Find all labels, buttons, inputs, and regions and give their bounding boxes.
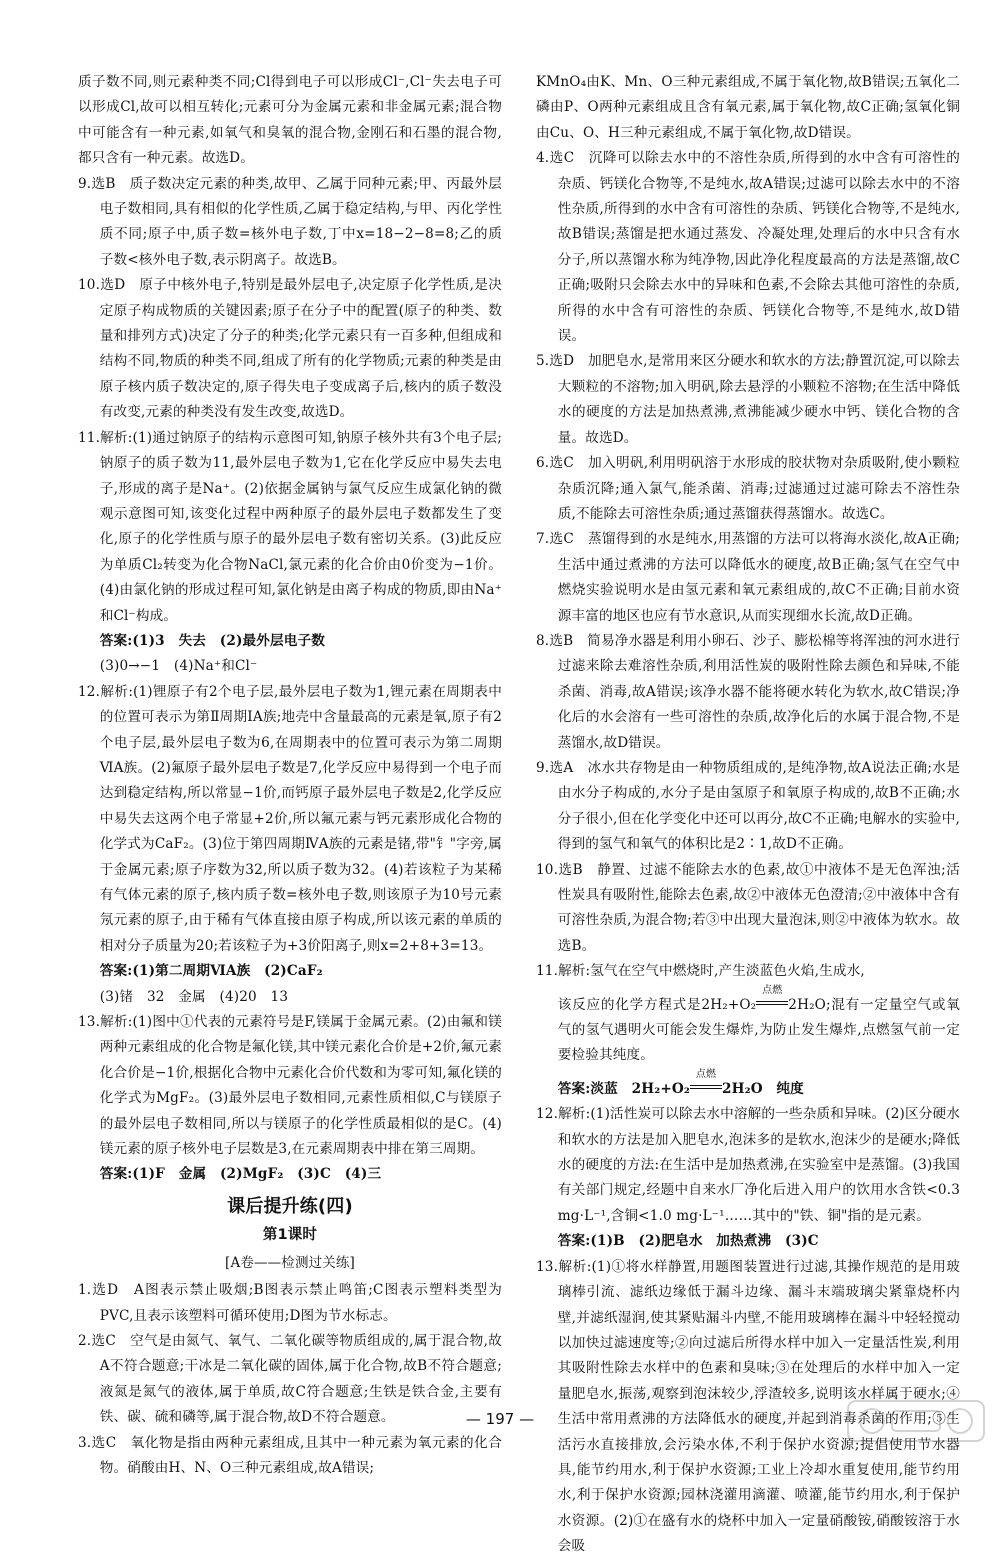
paragraph: KMnO₄由K、Mn、O三种元素组成,不属于氧化物,故B错误;五氧化二磷由P、O两种元素组成且含有氧元素,属于氧化物,故C正确;氢氧化铜由Cu、O、H三种元素组成,不属于氧化物,故D错误。	[536, 74, 960, 141]
answer-7: 7.选C 蒸馏得到的水是纯水,用蒸馏的方法可以将海水淡化,故A正确;生活中通过煮沸的方法可以降低水的硬度,故B正确;氢气在空气中燃烧实验说明水是由氢元素和氧元素组成的,故C不正确;目前水资源丰富的地区也应有节水意识,从而实现细水长流,故D正确。	[536, 531, 960, 624]
answer-11: 11.解析:氢气在空气中燃烧时,产生淡蓝色火焰,生成水,	[536, 963, 865, 980]
reaction-condition	[690, 1069, 722, 1093]
answer-3: 3.选C 氧化物是指由两种元素组成,且其中一种元素为氧元素的化合物。硝酸由H、N、O三种元素组成,故A错误;	[78, 1434, 502, 1476]
key-text: 2H₂O 纯度	[721, 1080, 804, 1097]
right-column	[536, 70, 960, 1560]
section-title: 课后提升练(四)	[227, 1195, 353, 1217]
answer-2: 2.选C 空气是由氮气、氧气、二氧化碳等物质组成的,属于混合物,故A不符合题意;干冰是二氧化碳的固体,属于化合物,故B不符合题意;液氮是氮气的液体,属于单质,故C符合题意;生铁是铁合金,主要有铁、碳、硫和磷等,属于混合物,故D不符合题意。	[78, 1332, 503, 1426]
answer-12-key-cont: (3)锗 32 金属 (4)20 13	[99, 988, 289, 1005]
watermark-logo	[846, 1399, 986, 1443]
answer-8: 8.选B 简易净水器是利用小卵石、沙子、膨松棉等将浑浊的河水进行过滤来除去难溶性杂质,利用活性炭的吸附性除去颜色和异味,不能杀菌、消毒,故A错误;该净水器不能将硬水转化为软水,故C错误;净化后的水会溶有一些可溶性的杂质,故净化后的水属于混合物,不是蒸馏水,故D错误。	[536, 632, 960, 751]
answer-12: 12.解析:(1)活性炭可以除去水中溶解的一些杂质和异味。(2)区分硬水和软水的方法是加入肥皂水,泡沫多的是软水,泡沫少的是硬水;降低水的硬度的方法:在生活中是加热煮沸,在实验室中是蒸馏。(3)我国有关部门规定,经题中自来水厂净化后进入用户的饮用水含铁<0.3 mg·L⁻¹,含铜<1.0 mg·L⁻¹……其中的"铁、铜"指的是元素。	[536, 1106, 960, 1224]
subsection-title: 第1课时	[262, 1227, 318, 1244]
answer-11-key: 答案:(1)3 失去 (2)最外层电子数	[99, 632, 325, 649]
answer-11-key-cont: (3)0→−1 (4)Na⁺和Cl⁻	[99, 658, 258, 675]
answer-11-equation	[536, 985, 960, 1069]
answer-6: 6.选C 加入明矾,利用明矾溶于水形成的胶状物对杂质吸附,使小颗粒杂质沉降;通入氯气,能杀菌、消毒;过滤通过过滤可除去不溶性杂质,不能除去可溶性杂质;通过蒸馏获得蒸馏水。故选C。	[536, 455, 960, 522]
answer-12: 12.解析:(1)锂原子有2个电子层,最外层电子数为1,锂元素在周期表中的位置可表示为第Ⅱ周期ⅠA族;地壳中含量最高的元素是氧,原子有2个电子层,最外层电子数为6,在周期表中的位置可表示为第二周期ⅥA族。(2)氟原子最外层电子数是7,化学反应中易得到一个电子而达到稳定结构,所以常显−1价,而钙原子最外层电子数是2,化学反应中易失去这两个电子常显+2价,所以氟元素与钙元素形成化合物的化学式为CaF₂。(3)位于第四周期ⅣA族的元素是锗,带"钅"字旁,属于金属元素;原子序数为32,所以质子数为32。(4)若该粒子为某稀有气体元素的原子,核内质子数=核外电子数,则该原子为10号元素氖元素的原子,由于稀有气体直接由原子构成,所以该元素的单质的相对分子质量为20;若该粒子为+3价阳离子,则x=2+8+3=13。	[78, 683, 502, 954]
answer-1: 1.选D A图表示禁止吸烟;B图表示禁止鸣笛;C图表示塑料类型为PVC,且表示该塑料可循环使用;D图为节水标志。	[78, 1282, 502, 1324]
equals-sign	[756, 1001, 788, 1005]
answer-13-key: 答案:(1)F 金属 (2)MgF₂ (3)C (4)三	[99, 1166, 382, 1183]
equation-text: 2H₂O;混有一定量空气或氧气的氢气遇明火可能会发生爆炸,为防止发生爆炸,点燃氢气前一定要检验其纯度。	[557, 996, 960, 1064]
page-number: — 197 —	[465, 1410, 535, 1428]
answer-11: 11.解析:(1)通过钠原子的结构示意图可知,钠原子核外共有3个电子层;钠原子的质子数为11,最外层电子数为1,它在化学反应中易失去电子,形成的离子是Na⁺。(2)依据金属钠与氯气反应生成氯化钠的微观示意图可知,该变化过程中两种原子的最外层电子数都发生了变化,原子的化学性质与原子的最外层电子数有密切关系。(3)此反应为单质Cl₂转变为化合物NaCl,氯元素的化合价由0价变为−1价。(4)由氯化钠的形成过程可知,氯化钠是由离子构成的物质,即由Na⁺和Cl⁻构成。	[78, 429, 502, 624]
answer-11-key	[536, 1069, 960, 1102]
key-text: 答案:淡蓝 2H₂+O₂	[557, 1080, 690, 1097]
answer-9: 9.选B 质子数决定元素的种类,故甲、乙属于同种元素;甲、丙最外层电子数相同,具有相似的化学性质,乙属于稳定结构,与甲、丙化学性质不同;原子中,质子数=核外电子数,丁中x=18−2−8=8;乙的质子数<核外电子数,表示阴离子。故选B。	[78, 175, 502, 268]
condition-label: 点燃	[762, 984, 783, 996]
reaction-condition	[756, 985, 788, 1009]
answer-10: 10.选D 原子中核外电子,特别是最外层电子,决定原子化学性质,是决定原子构成物质的关键因素;原子在分子中的配置(原子的种类、数量和排列方式)决定了分子的种类;化学元素只有一百多种,但组成和结构不同,物质的种类不同,组成了所有的化学物质;元素的种类是由原子核内质子数决定的,原子得失电子变成离子后,核内的质子数没有改变,元素的种类没有发生改变,故选D。	[78, 277, 502, 421]
paragraph: 质子数不同,则元素种类不同;Cl得到电子可以形成Cl⁻,Cl⁻失去电子可以形成Cl,故可以相互转化;元素可分为金属元素和非金属元素;混合物中可能含有一种元素,如氧气和臭氧的混合物,金刚石和石墨的混合物,都只含有一种元素。故选D。	[78, 74, 502, 167]
condition-label: 点燃	[695, 1068, 717, 1080]
answer-4: 4.选C 沉降可以除去水中的不溶性杂质,所得到的水中含有可溶性的杂质、钙镁化合物等,不是纯水,故A错误;过滤可以除去水中的不溶性杂质,所得到的水中含有可溶性的杂质、钙镁化合物等,不是纯水,故B错误;蒸馏是把水通过蒸发、冷凝处理,处理后的水中只含有水分子,所以蒸馏水称为纯净物,因此净化程度最高的方法是蒸馏,故C正确;吸附只会除去水中的异味和色素,不会除去其他可溶性的杂质,所得的水中含有可溶性的杂质、钙镁化合物等,不是纯水,故D错误。	[536, 150, 960, 345]
answer-12-key: 答案:(1)第二周期ⅥA族 (2)CaF₂	[99, 963, 323, 980]
answer-13: 13.解析:(1)图中①代表的元素符号是F,镁属于金属元素。(2)由氟和镁两种元素组成的化合物是氟化镁,其中镁元素化合价是+2价,氟元素化合价是−1价,根据化合物中元素化合价代数和为零可知,氟化镁的化学式为MgF₂。(3)最外层电子数相同,元素性质相似,C与镁原子的最外层电子数相同,所以与镁原子的化学性质最相似的是C。(4)镁元素的原子核外电子层数是3,在元素周期表中排在第三周期。	[78, 1014, 502, 1158]
answer-10: 10.选B 静置、过滤不能除去水的色素,故①中液体不是无色浑浊;活性炭具有吸附性,能除去色素,故②中液体无色澄清;②中液体中含有可溶性杂质,为混合物;若③中出现大量泡沫,则②中液体为软水。故选B。	[536, 861, 960, 954]
answer-9: 9.选A 冰水共存物是由一种物质组成的,是纯净物,故A说法正确;水是由水分子构成的,水分子是由氢原子和氧原子构成的,故B不正确;水分子很小,但在化学变化中还可以再分,故C不正确;电解水的实验中,得到的氢气和氧气的体积比是2∶1,故D不正确。	[536, 759, 960, 853]
two-column-body	[78, 70, 960, 1560]
answer-13: 13.解析:(1)①将水样静置,用题图装置进行过滤,其操作规范的是用玻璃棒引流、滤纸边缘低于漏斗边缘、漏斗末端玻璃尖紧靠烧杯内壁,并滤纸湿润,使其紧贴漏斗内壁,不能用玻璃棒在漏斗中轻轻搅动以加快过滤速度等;②向过滤后所得水样中加入一定量活性炭,利用其吸附性除去水样中的色素和臭味;③在处理后的水样中加入一定量肥皂水,振荡,观察到泡沫较少,浮渣较多,说明该水样属于硬水;④生活中常用煮沸的方法降低水的硬度,并起到消毒杀菌的作用;⑤生活污水直接排放,会污染水体,不利于保护水资源;提倡使用节水器具,能节约用水,利于保护水资源;工业上冷却水重复使用,能节约用水,利于保护水资源;园林浇灌用滴灌、喷灌,能节约用水,利于保护水资源。(2)①在盛有水的烧杯中加入一定量硝酸铵,硝酸铵溶于水会吸	[536, 1258, 960, 1555]
answer-12-key: 答案:(1)B (2)肥皂水 加热煮沸 (3)C	[557, 1233, 819, 1250]
left-column	[78, 70, 502, 1560]
equation-text: 该反应的化学方程式是2H₂+O₂	[557, 996, 757, 1013]
section-tag: [A卷——检测过关练]	[225, 1254, 355, 1271]
equals-sign	[690, 1085, 722, 1089]
answer-5: 5.选D 加肥皂水,是常用来区分硬水和软水的方法;静置沉淀,可以除去大颗粒的不溶物;加入明矾,除去悬浮的小颗粒不溶物;在生活中降低水的硬度的方法是加热煮沸,煮沸能减少硬水中钙、镁化合物的含量。故选D。	[536, 353, 960, 446]
